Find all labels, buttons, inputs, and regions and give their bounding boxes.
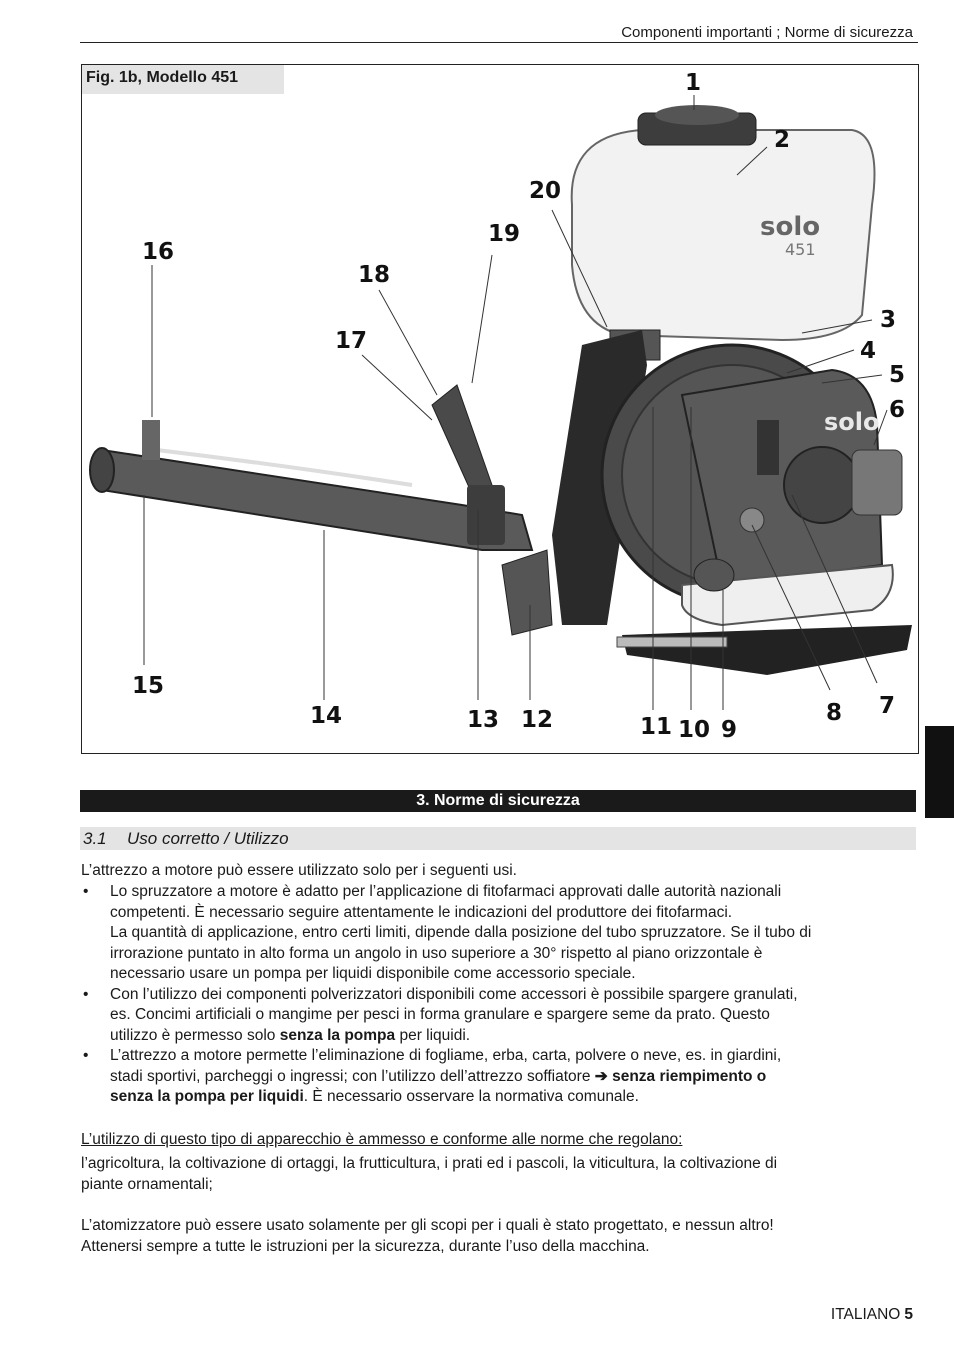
list-item bbox=[81, 1046, 917, 1108]
callout-10: 10 bbox=[678, 717, 711, 743]
list-item bbox=[81, 985, 917, 1047]
base-frame bbox=[622, 625, 912, 675]
closing-line: L’atomizzatore può essere usato solamente per gli scopi per i quali è stato progettato, e nessun altro! bbox=[81, 1217, 774, 1234]
callout-11: 11 bbox=[640, 714, 673, 740]
usage-line: l’agricoltura, la coltivazione di ortaggi, la frutticultura, i prati ed i pascoli, la viticultura, la coltivazione di bbox=[81, 1155, 778, 1172]
bullet-1-line: necessario usare un pompa per liquidi disponibile come accessorio speciale. bbox=[110, 965, 636, 982]
figure-frame bbox=[81, 64, 919, 754]
nozzle-valve bbox=[142, 420, 160, 460]
callout-16: 16 bbox=[142, 239, 175, 265]
arrow-right-icon: ➔ bbox=[594, 1067, 608, 1085]
fuel-cap bbox=[740, 508, 764, 532]
usage-paragraph bbox=[81, 1154, 917, 1195]
bullet-3-text: . È necessario osservare la normativa comunale. bbox=[303, 1088, 639, 1105]
callout-20: 20 bbox=[529, 178, 562, 204]
callout-8: 8 bbox=[826, 700, 843, 726]
page-number: 5 bbox=[904, 1306, 913, 1323]
bullet-2-emphasis: senza la pompa bbox=[279, 1026, 396, 1044]
subsection-title: Uso corretto / Utilizzo bbox=[127, 829, 289, 848]
bullet-3-line bbox=[110, 1087, 917, 1108]
callout-13: 13 bbox=[467, 707, 500, 733]
callout-1: 1 bbox=[685, 70, 702, 96]
footer-language: ITALIANO bbox=[830, 1306, 901, 1323]
dosing-unit bbox=[502, 550, 552, 635]
bullet-3-line bbox=[110, 1067, 917, 1088]
throttle-knob bbox=[694, 559, 734, 591]
callout-3: 3 bbox=[880, 307, 897, 333]
leader-line-17 bbox=[362, 355, 432, 420]
callout-4: 4 bbox=[860, 338, 877, 364]
pipe-clamp bbox=[467, 485, 505, 545]
nozzle-outlet bbox=[90, 448, 114, 492]
closing-line: Attenersi sempre a tutte le istruzioni per la sicurezza, durante l’uso della macchina. bbox=[81, 1237, 650, 1255]
bullet-3-text: stadi sportivi, parcheggi o ingressi; con l’utilizzo dell’attrezzo soffiatore bbox=[110, 1067, 595, 1085]
bullet-1-line: Lo spruzzatore a motore è adatto per l’applicazione di fitofarmaci approvati dalle autorità nazionali bbox=[110, 883, 782, 900]
tank-cap-top bbox=[655, 105, 739, 125]
bullet-1-line: La quantità di applicazione, entro certi limiti, dipende dalla posizione del tubo spruzzatore. Se il tubo di bbox=[110, 924, 812, 941]
bullet-3-emphasis: senza la pompa per liquidi bbox=[110, 1088, 304, 1105]
frame-bar bbox=[617, 637, 727, 647]
figure-caption: Fig. 1b, Modello 451 bbox=[82, 65, 284, 94]
engine-cooling-fins bbox=[757, 420, 779, 475]
bullet-2-text: per liquidi. bbox=[395, 1026, 471, 1044]
engine-brand-logo: solo bbox=[824, 408, 880, 436]
tank-model-label: 451 bbox=[785, 240, 816, 259]
usage-heading: L’utilizzo di questo tipo di apparecchio è ammesso e conforme alle norme che regolano: bbox=[81, 1131, 683, 1148]
callout-6: 6 bbox=[889, 397, 906, 423]
callout-12: 12 bbox=[521, 707, 554, 733]
page-header-title: Componenti importanti ; Norme di sicurezza bbox=[621, 24, 913, 41]
bullet-2-line: Con l’utilizzo dei componenti polverizzatori disponibili come accessori è possibile spargere granulati, bbox=[110, 985, 798, 1003]
starter-housing bbox=[784, 447, 860, 523]
page-footer bbox=[831, 1306, 913, 1324]
bullet-2-text: utilizzo è permesso solo bbox=[110, 1026, 280, 1044]
callout-15: 15 bbox=[132, 673, 165, 699]
bullet-icon: • bbox=[83, 883, 89, 900]
bullet-icon: • bbox=[83, 985, 89, 1003]
closing-paragraph bbox=[81, 1216, 917, 1257]
callout-2: 2 bbox=[774, 127, 791, 153]
bullet-1-line: irrorazione puntato in alto forma un angolo in uso superiore a 30° rispetto al piano orizzontale è bbox=[110, 944, 763, 962]
section-title: 3. Norme di sicurezza bbox=[80, 790, 916, 812]
subsection-title-bar bbox=[80, 827, 916, 850]
sprayer-illustration bbox=[82, 65, 918, 753]
intro-paragraph: L’attrezzo a motore può essere utilizzato solo per i seguenti usi. bbox=[81, 862, 517, 879]
bullet-2-line bbox=[110, 1026, 917, 1047]
callout-17: 17 bbox=[335, 328, 368, 354]
usage-line: piante ornamentali; bbox=[81, 1175, 213, 1193]
callout-18: 18 bbox=[358, 262, 391, 288]
bullet-3-line: L’attrezzo a motore permette l’eliminazione di fogliame, erba, carta, polvere o neve, es. in giardini, bbox=[110, 1047, 782, 1064]
callout-5: 5 bbox=[889, 362, 906, 388]
callout-14: 14 bbox=[310, 703, 343, 729]
list-item bbox=[81, 882, 917, 985]
bullet-1-line: competenti. È necessario seguire attentamente le indicazioni del produttore dei fitofarmaci. bbox=[110, 903, 733, 921]
bullet-icon: • bbox=[83, 1047, 89, 1064]
bullet-3-emphasis: senza riempimento o bbox=[607, 1067, 767, 1085]
bullet-2-line: es. Concimi artificiali o mangime per pesci in forma granulare e spargere seme da prato. Questo bbox=[110, 1006, 770, 1023]
callout-7: 7 bbox=[879, 693, 896, 719]
callout-19: 19 bbox=[488, 221, 521, 247]
spark-guard bbox=[852, 450, 902, 515]
tank-body bbox=[572, 130, 875, 340]
leader-line-19 bbox=[472, 255, 492, 383]
usage-bullet-list bbox=[81, 882, 917, 1108]
header-rule bbox=[80, 42, 918, 43]
subsection-number: 3.1 bbox=[83, 829, 107, 848]
tank-brand-logo: solo bbox=[760, 212, 821, 242]
section-thumb-tab bbox=[925, 726, 954, 818]
callout-9: 9 bbox=[721, 717, 738, 743]
